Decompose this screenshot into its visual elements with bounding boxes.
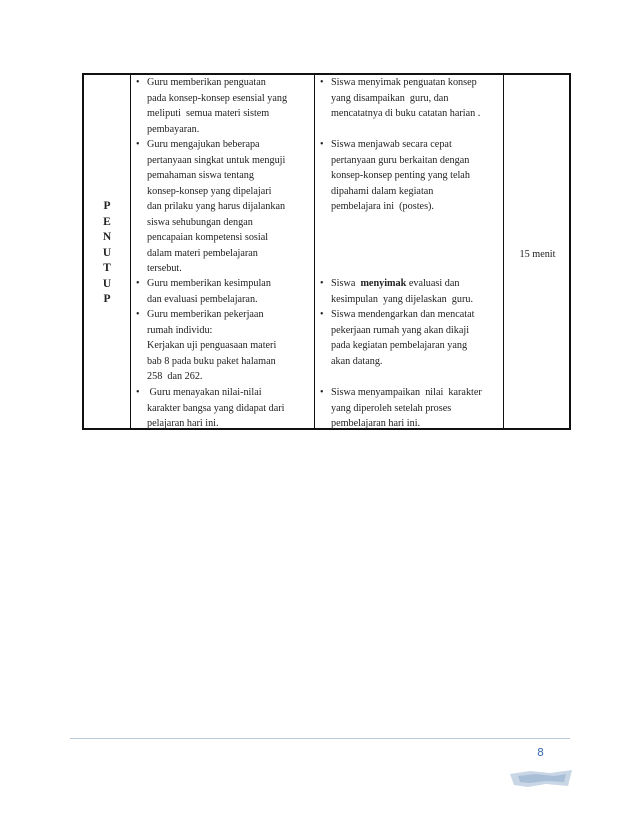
teacher-activity-line: karakter bangsa yang didapat dari: [147, 402, 285, 414]
student-activity-line: Siswa menyampaikan nilai karakter: [331, 387, 482, 398]
teacher-activity-column: [131, 75, 314, 428]
section-letter: P: [103, 293, 111, 305]
bullet-dot-icon: •: [320, 278, 324, 289]
student-activity-line: yang disampaikan guru, dan: [331, 92, 449, 104]
teacher-activity-line: Guru mengajukan beberapa: [147, 139, 260, 150]
section-letter: N: [102, 231, 112, 243]
teacher-activity-line: pencapaian kompetensi sosial: [147, 232, 269, 243]
section-letter: P: [103, 200, 111, 212]
bullet-dot-icon: •: [320, 387, 324, 398]
section-letter: E: [103, 215, 111, 228]
student-activity-line: pekerjaan rumah yang akan dikaji: [331, 324, 470, 336]
duration-text: 15 menit: [519, 249, 556, 260]
bullet-dot-icon: •: [136, 278, 140, 289]
student-activity-line: pertanyaan guru berkaitan dengan: [331, 154, 470, 166]
student-activity-line: pada kegiatan pembelajaran yang: [331, 340, 468, 351]
teacher-activity-line: tersebut.: [147, 263, 182, 274]
bullet-dot-icon: •: [320, 139, 324, 150]
student-activity-line: Siswa mendengarkan dan mencatat: [331, 309, 475, 320]
teacher-activity-line: dan prilaku yang harus dijalankan: [147, 201, 286, 212]
bullet-dot-icon: •: [136, 387, 140, 398]
teacher-activity-line: pada konsep-konsep esensial yang: [147, 92, 288, 104]
teacher-activity-line: Guru memberikan penguatan: [147, 77, 266, 88]
duration-column: [504, 75, 571, 428]
student-activity-line: Siswa menyimak evaluasi dan: [331, 278, 460, 289]
student-activity-line: pembelajaran hari ini.: [331, 418, 421, 429]
section-letter: U: [102, 277, 112, 290]
activity-table: [82, 73, 571, 430]
student-activity-line: kesimpulan yang dijelaskan guru.: [331, 293, 474, 305]
teacher-activity-line: pembayaran.: [147, 123, 200, 135]
teacher-activity-line: meliputi semua materi sistem: [147, 108, 270, 119]
section-letter: U: [102, 246, 112, 259]
bullet-dot-icon: •: [320, 77, 324, 88]
teacher-activity-line: bab 8 pada buku paket halaman: [147, 355, 276, 367]
bullet-dot-icon: •: [136, 139, 140, 150]
bullet-dot-icon: •: [136, 77, 140, 88]
section-letter: T: [103, 262, 111, 274]
footer-ribbon-icon: [510, 768, 572, 788]
teacher-activity-line: siswa sehubungan dengan: [147, 216, 253, 228]
bullet-dot-icon: •: [320, 309, 324, 320]
student-activity-line: akan datang.: [331, 355, 383, 367]
teacher-activity-line: Guru memberikan pekerjaan: [147, 309, 264, 320]
student-activity-column: [315, 75, 503, 428]
footer-divider: [70, 738, 570, 739]
teacher-activity-line: Kerjakan uji penguasaan materi: [147, 340, 277, 351]
page-number: 8: [537, 746, 544, 759]
section-label-penutup: [84, 199, 130, 308]
teacher-activity-line: pertanyaan singkat untuk menguji: [147, 154, 286, 166]
student-activity-line: Siswa menyimak penguatan konsep: [331, 77, 477, 88]
bullet-dot-icon: •: [136, 309, 140, 320]
student-activity-line: pembelajara ini (postes).: [331, 201, 434, 212]
teacher-activity-line: konsep-konsep yang dipelajari: [147, 185, 272, 197]
student-activity-line: yang diperoleh setelah proses: [331, 402, 452, 414]
student-activity-line: dipahami dalam kegiatan: [331, 185, 434, 197]
teacher-activity-line: rumah individu:: [147, 324, 213, 336]
teacher-activity-line: dalam materi pembelajaran: [147, 247, 258, 259]
teacher-activity-line: Guru menayakan nilai-nilai: [147, 387, 262, 398]
teacher-activity-line: dan evaluasi pembelajaran.: [147, 293, 258, 305]
teacher-activity-line: pemahaman siswa tentang: [147, 170, 254, 181]
teacher-activity-line: pelajaran hari ini.: [147, 418, 219, 429]
teacher-activity-line: Guru memberikan kesimpulan: [147, 278, 271, 289]
student-activity-line: Siswa menjawab secara cepat: [331, 139, 452, 150]
student-activity-line: mencatatnya di buku catatan harian .: [331, 108, 481, 119]
section-column: [84, 75, 130, 428]
teacher-activity-line: 258 dan 262.: [147, 371, 203, 382]
student-activity-line: konsep-konsep penting yang telah: [331, 170, 470, 181]
